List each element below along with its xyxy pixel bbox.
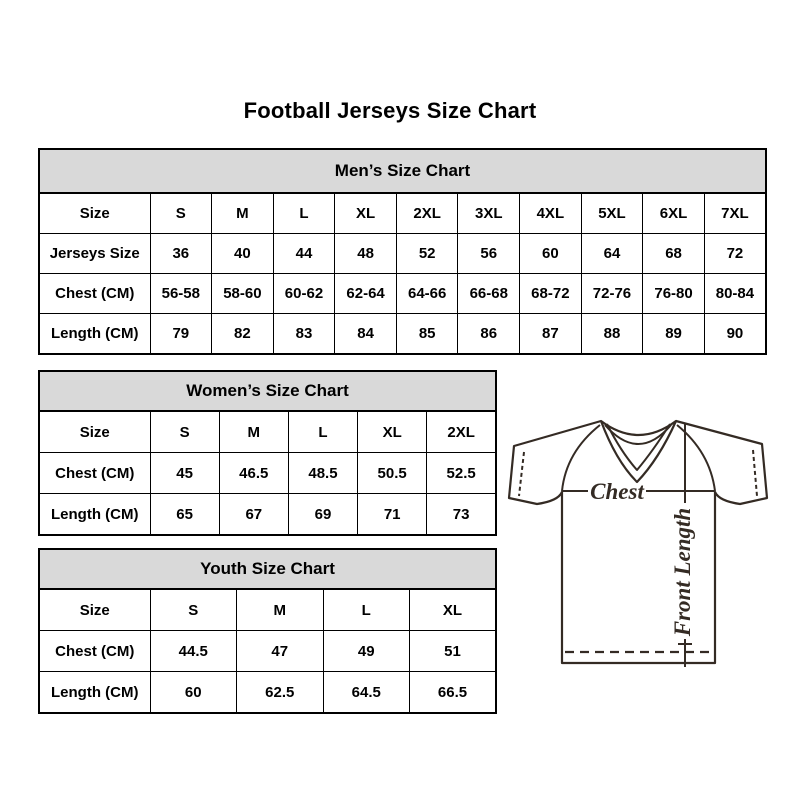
mens-size-table: [38, 148, 767, 355]
size-value-cell: 58-60: [212, 274, 274, 314]
row-label: Size: [39, 193, 150, 234]
size-value-cell: 76-80: [643, 274, 705, 314]
size-value-cell: 44.5: [150, 631, 237, 672]
table-row: [39, 411, 496, 453]
table-row: [39, 274, 766, 314]
size-value-cell: 66.5: [410, 672, 497, 714]
size-value-cell: 85: [396, 314, 458, 355]
table-row: [39, 314, 766, 355]
size-value-cell: 69: [288, 494, 357, 536]
size-value-cell: 5XL: [581, 193, 643, 234]
size-value-cell: 89: [643, 314, 705, 355]
row-label: Length (CM): [39, 494, 150, 536]
chest-label: Chest: [590, 479, 644, 504]
size-value-cell: 52: [396, 234, 458, 274]
youth-size-table: [38, 548, 497, 714]
size-value-cell: XL: [410, 589, 497, 631]
size-value-cell: 64-66: [396, 274, 458, 314]
left-cuff-stitch-line: [519, 452, 524, 496]
row-label: Size: [39, 411, 150, 453]
size-value-cell: 60-62: [273, 274, 335, 314]
size-value-cell: XL: [335, 193, 397, 234]
size-value-cell: 48.5: [288, 453, 357, 494]
vneck-outer-line: [601, 421, 676, 482]
right-armhole-seam: [677, 425, 715, 491]
size-value-cell: 67: [219, 494, 288, 536]
size-value-cell: 83: [273, 314, 335, 355]
size-value-cell: S: [150, 589, 237, 631]
table-header-row: [39, 371, 496, 411]
table-row: [39, 631, 496, 672]
row-label: Length (CM): [39, 314, 150, 355]
size-value-cell: 80-84: [704, 274, 766, 314]
size-value-cell: 56-58: [150, 274, 212, 314]
size-value-cell: 60: [150, 672, 237, 714]
size-value-cell: 82: [212, 314, 274, 355]
size-value-cell: 72: [704, 234, 766, 274]
size-value-cell: 62-64: [335, 274, 397, 314]
size-value-cell: 44: [273, 234, 335, 274]
size-value-cell: L: [323, 589, 410, 631]
row-label: Length (CM): [39, 672, 150, 714]
size-value-cell: 40: [212, 234, 274, 274]
size-value-cell: L: [273, 193, 335, 234]
right-cuff-stitch-line: [753, 450, 757, 496]
size-value-cell: 64.5: [323, 672, 410, 714]
size-value-cell: 6XL: [643, 193, 705, 234]
row-label: Jerseys Size: [39, 234, 150, 274]
size-value-cell: 56: [458, 234, 520, 274]
size-value-cell: 45: [150, 453, 219, 494]
size-value-cell: 51: [410, 631, 497, 672]
size-value-cell: 66-68: [458, 274, 520, 314]
size-value-cell: 52.5: [427, 453, 496, 494]
womens-table-title: Women’s Size Chart: [39, 371, 496, 411]
size-value-cell: 7XL: [704, 193, 766, 234]
front-length-label: Front Length: [670, 507, 695, 637]
size-value-cell: 50.5: [358, 453, 427, 494]
womens-size-table: [38, 370, 497, 536]
size-value-cell: 62.5: [237, 672, 324, 714]
size-value-cell: 64: [581, 234, 643, 274]
row-label: Chest (CM): [39, 631, 150, 672]
size-value-cell: 48: [335, 234, 397, 274]
size-value-cell: 46.5: [219, 453, 288, 494]
table-row: [39, 589, 496, 631]
table-row: [39, 494, 496, 536]
size-value-cell: 36: [150, 234, 212, 274]
table-row: [39, 193, 766, 234]
size-value-cell: 68-72: [520, 274, 582, 314]
size-value-cell: M: [219, 411, 288, 453]
youth-table-title: Youth Size Chart: [39, 549, 496, 589]
size-value-cell: 49: [323, 631, 410, 672]
size-value-cell: 90: [704, 314, 766, 355]
row-label: Chest (CM): [39, 274, 150, 314]
row-label: Size: [39, 589, 150, 631]
table-row: [39, 453, 496, 494]
size-value-cell: S: [150, 193, 212, 234]
size-value-cell: 4XL: [520, 193, 582, 234]
page-title: Football Jerseys Size Chart: [243, 98, 537, 123]
jersey-outline-shape: [509, 421, 767, 663]
size-value-cell: 79: [150, 314, 212, 355]
size-value-cell: 71: [358, 494, 427, 536]
size-value-cell: 73: [427, 494, 496, 536]
size-value-cell: 84: [335, 314, 397, 355]
size-value-cell: L: [288, 411, 357, 453]
size-value-cell: 47: [237, 631, 324, 672]
size-value-cell: 60: [520, 234, 582, 274]
table-header-row: [39, 549, 496, 589]
size-value-cell: 86: [458, 314, 520, 355]
row-label: Chest (CM): [39, 453, 150, 494]
mens-table-title: Men’s Size Chart: [39, 149, 766, 193]
size-value-cell: M: [237, 589, 324, 631]
jersey-measurement-diagram: [500, 400, 792, 692]
size-value-cell: 2XL: [427, 411, 496, 453]
size-value-cell: S: [150, 411, 219, 453]
size-value-cell: M: [212, 193, 274, 234]
table-header-row: [39, 149, 766, 193]
size-value-cell: 68: [643, 234, 705, 274]
size-value-cell: 88: [581, 314, 643, 355]
size-value-cell: 2XL: [396, 193, 458, 234]
table-row: [39, 672, 496, 714]
size-value-cell: 72-76: [581, 274, 643, 314]
size-value-cell: 65: [150, 494, 219, 536]
size-value-cell: 87: [520, 314, 582, 355]
size-value-cell: 3XL: [458, 193, 520, 234]
table-row: [39, 234, 766, 274]
size-value-cell: XL: [358, 411, 427, 453]
